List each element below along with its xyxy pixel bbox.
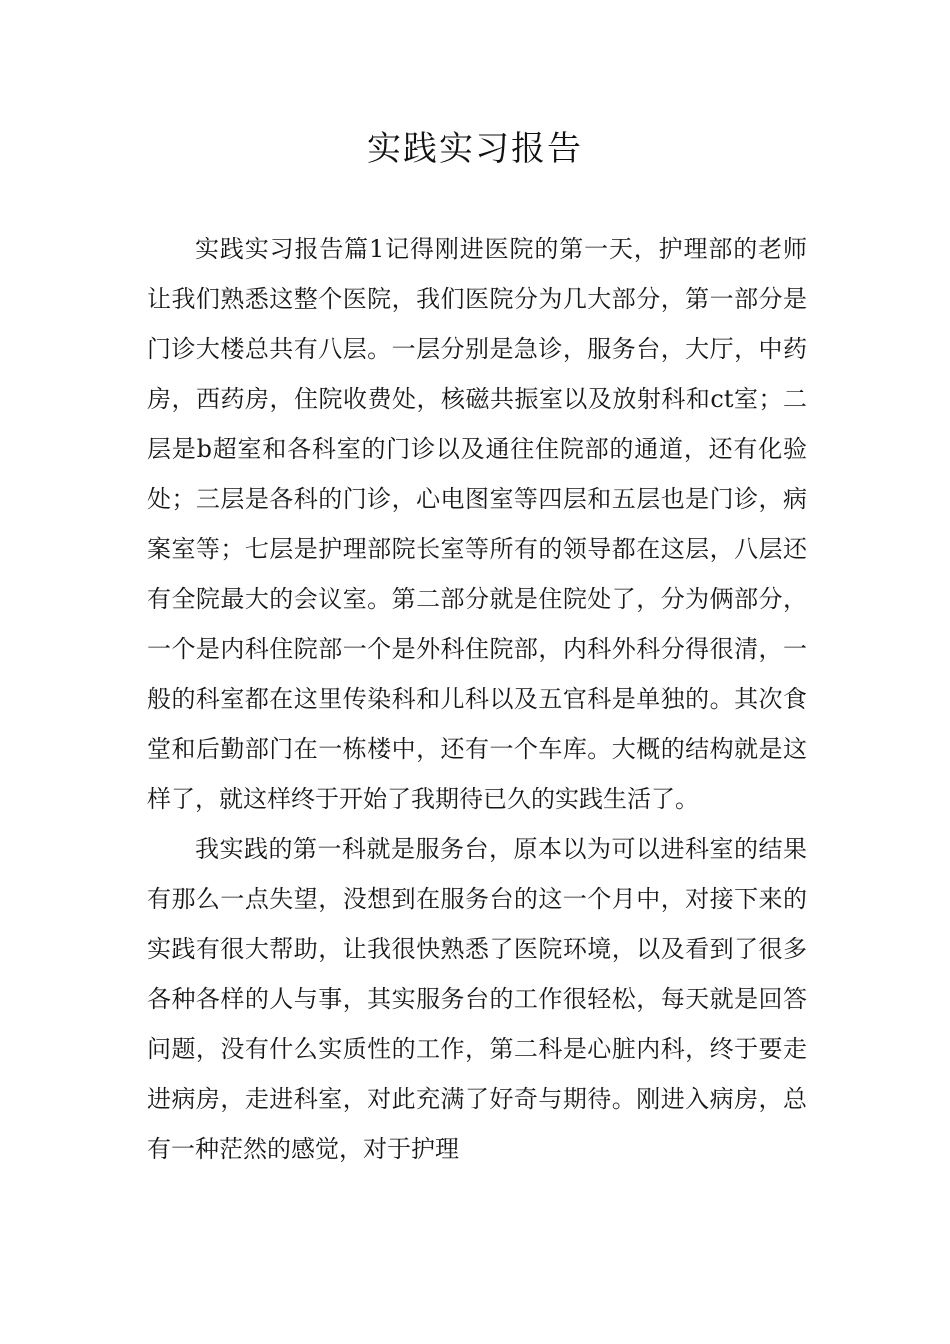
paragraph-2: 我实践的第一科就是服务台，原本以为可以进科室的结果有那么一点失望，没想到在服务台的这一个月中，对接下来的实践有很大帮助，让我很快熟悉了医院环境，以及看到了很多各种各样的人与事，其实服务台的工作很轻松，每天就是回答问题，没有什么实质性的工作，第二科是心脏内科，终于要走进病房，走进科室，对此充满了好奇与期待。刚进入病房，总有一种茫然的感觉，对于护理 xyxy=(147,835,807,1163)
document-title: 实践实习报告 xyxy=(367,129,583,169)
document-body xyxy=(147,224,807,1174)
paragraph-1: 实践实习报告篇1记得刚进医院的第一天，护理部的老师让我们熟悉这整个医院，我们医院分为几大部分，第一部分是门诊大楼总共有八层。一层分别是急诊，服务台，大厅，中药房，西药房，住院收费处，核磁共振室以及放射科和ct室；二层是b超室和各科室的门诊以及通往住院部的通道，还有化验处；三层是各科的门诊，心电图室等四层和五层也是门诊，病案室等；七层是护理部院长室等所有的领导都在这层，八层还有全院最大的会议室。第二部分就是住院处了，分为俩部分，一个是内科住院部一个是外科住院部，内科外科分得很清，一般的科室都在这里传染科和儿科以及五官科是单独的。其次食堂和后勤部门在一栋楼中，还有一个车库。大概的结构就是这样了，就这样终于开始了我期待已久的实践生活了。 xyxy=(147,235,807,813)
